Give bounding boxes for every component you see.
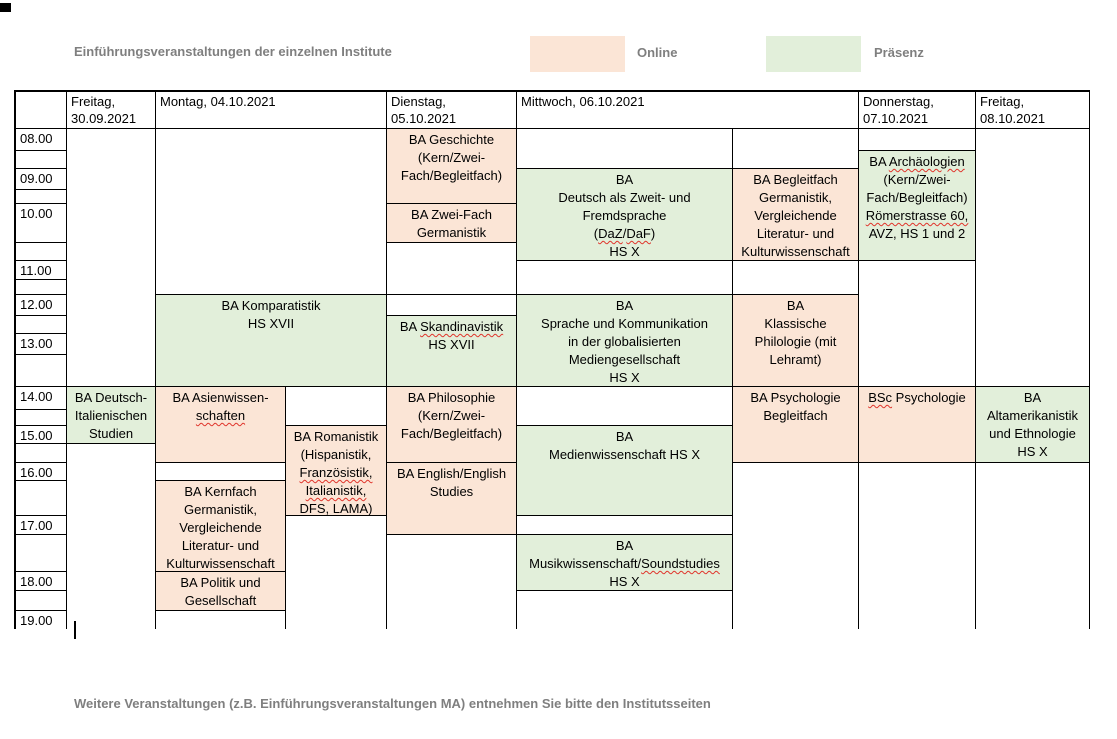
event-zwei-fach-germanistik-line: Germanistik: [416, 225, 487, 240]
event-zwei-fach-germanistik-line: BA Zwei-Fach: [411, 207, 492, 222]
event-skandinavistik: [386, 315, 516, 386]
event-deutsch-italienische-studien: [66, 386, 155, 443]
empty-donnerstag-0800: [858, 128, 975, 150]
event-asienwissenschaften: [155, 386, 285, 462]
day-header-donnerstag: [858, 92, 975, 128]
time-1600: [16, 462, 66, 480]
empty-montag-morning: [155, 128, 386, 294]
event-geschichte: [386, 128, 516, 203]
legend-online-swatch: [530, 36, 625, 72]
event-deutsch-italienische-studien-line: BA Deutsch-: [74, 390, 148, 405]
empty-mittwoch-left-0800: [516, 128, 732, 168]
empty-fr3009-evening: [66, 443, 155, 629]
day-header-mittwoch-line: Mittwoch, 06.10.2021: [521, 94, 645, 109]
time-1400-line: 14.00: [20, 389, 53, 404]
time-1500: [16, 425, 66, 443]
time-1300-line: 13.00: [20, 336, 53, 351]
event-sprache-und-kommunikation: [516, 294, 732, 386]
time-1630: [16, 480, 66, 515]
event-medienwissenschaft-line: Medienwissenschaft HS X: [548, 447, 700, 462]
event-komparatistik: [155, 294, 386, 386]
page-title: Einführungsveranstaltungen der einzelnen Institute: [74, 44, 392, 59]
empty-montag-left-1600: [155, 462, 285, 480]
time-1400: [16, 386, 66, 409]
time-1230: [16, 315, 66, 333]
legend-praesenz-label: Präsenz: [874, 45, 924, 60]
event-altamerikanistik: [975, 386, 1089, 462]
time-0830: [16, 150, 66, 168]
empty-montag-left-1900: [155, 610, 285, 629]
event-psychologie-begleitfach-line: BA Psychologie: [750, 390, 841, 405]
empty-fr0810-morning: [975, 128, 1089, 386]
event-philosophie-line: (Kern/Zwei-: [417, 408, 486, 423]
event-klassische-philologie-line: Philologie (mit: [754, 334, 837, 349]
event-archaeologien-line: AVZ, HS 1 und 2: [868, 226, 966, 241]
time-1430: [16, 409, 66, 425]
event-musikwissenschaft-line: BA: [615, 538, 634, 553]
event-daz-daf-line: HS X: [609, 244, 640, 259]
event-kernfach-germanistik-line: BA Kernfach: [184, 484, 257, 499]
time-1200: [16, 294, 66, 315]
empty-montag-right-evening: [285, 515, 386, 629]
event-komparatistik-line: HS XVII: [247, 316, 295, 331]
event-komparatistik-line: BA Komparatistik: [221, 298, 321, 313]
event-romanistik-line: BA Romanistik: [293, 429, 379, 444]
empty-mittwoch-right-evening: [732, 462, 858, 629]
day-header-dienstag-line: Dienstag,: [391, 94, 446, 109]
day-header-montag: [155, 92, 386, 128]
page-corner-artifact: [0, 3, 11, 12]
empty-dienstag-1030: [386, 242, 516, 294]
event-begleitfach-germanistik-line: Literatur- und: [756, 226, 835, 241]
event-bsc-psychologie: [858, 386, 975, 462]
empty-mittwoch-left-1700: [516, 515, 732, 534]
day-header-freitag-3009-line: 30.09.2021: [71, 111, 137, 126]
event-geschichte-line: BA Geschichte: [408, 132, 495, 147]
empty-mittwoch-left-1400: [516, 386, 732, 425]
event-kernfach-germanistik-line: Germanistik,: [184, 502, 257, 517]
event-deutsch-italienische-studien-line: Studien: [88, 426, 134, 441]
day-header-freitag-3009-line: Freitag,: [71, 94, 116, 109]
event-archaeologien: [858, 150, 975, 260]
time-1100: [16, 260, 66, 279]
event-politik-und-gesellschaft-line: Gesellschaft: [184, 593, 257, 608]
event-philosophie: [386, 386, 516, 462]
event-begleitfach-germanistik-line: Kulturwissenschaft: [741, 244, 850, 259]
event-deutsch-italienische-studien-line: Italienischen: [74, 408, 148, 423]
event-medienwissenschaft-line: BA: [615, 429, 634, 444]
empty-donnerstag-evening: [858, 462, 975, 629]
event-sprache-und-kommunikation-line: Mediengesellschaft: [568, 352, 681, 367]
event-begleitfach-germanistik-line: Vergleichende: [754, 208, 837, 223]
event-kernfach-germanistik-line: Kulturwissenschaft: [166, 556, 275, 571]
empty-mittwoch-left-1830: [516, 590, 732, 629]
day-header-donnerstag-line: 07.10.2021: [863, 111, 929, 126]
event-english-studies-line: Studies: [429, 484, 474, 499]
event-altamerikanistik-line: Altamerikanistik: [986, 408, 1079, 423]
empty-fr3009-morning: [66, 128, 155, 386]
legend-praesenz-swatch: [766, 36, 861, 72]
event-altamerikanistik-line: und Ethnologie: [989, 426, 1076, 441]
time-1700: [16, 515, 66, 534]
event-sprache-und-kommunikation-line: BA: [615, 298, 634, 313]
event-klassische-philologie-line: Klassische: [764, 316, 827, 331]
time-1900-line: 19.00: [20, 613, 53, 628]
event-geschichte-line: (Kern/Zwei-: [417, 150, 486, 165]
event-politik-und-gesellschaft: [155, 571, 285, 610]
event-skandinavistik-line: HS XVII: [428, 337, 475, 352]
time-0800-line: 08.00: [20, 131, 53, 146]
time-1600-line: 16.00: [20, 465, 53, 480]
event-sprache-und-kommunikation-line: in der globalisierten: [568, 334, 681, 349]
empty-mittwoch-left-1100: [516, 260, 732, 294]
event-philosophie-line: Fach/Begleitfach): [400, 426, 503, 441]
event-kernfach-germanistik-line: Literatur- und: [181, 538, 260, 553]
event-geschichte-line: Fach/Begleitfach): [400, 168, 503, 183]
empty-dienstag-evening: [386, 534, 516, 629]
event-english-studies-line: BA English/English: [396, 466, 507, 481]
event-klassische-philologie-line: BA: [786, 298, 805, 313]
event-sprache-und-kommunikation-line: HS X: [609, 370, 640, 385]
time-1730: [16, 534, 66, 571]
event-begleitfach-germanistik-line: Germanistik,: [759, 190, 832, 205]
footer-note: Weitere Veranstaltungen (z.B. Einführungsveranstaltungen MA) entnehmen Sie bitte den Institutsseiten: [74, 696, 711, 711]
event-kernfach-germanistik-line: Vergleichende: [179, 520, 262, 535]
event-daz-daf-line: Fremdsprache: [582, 208, 667, 223]
event-politik-und-gesellschaft-line: BA Politik und: [180, 575, 261, 590]
event-archaeologien-line: BA Archäologien: [869, 154, 965, 169]
time-1530: [16, 443, 66, 462]
event-romanistik-line: DFS, LAMA): [299, 501, 373, 515]
event-psychologie-begleitfach-line: Begleitfach: [763, 408, 828, 423]
time-1130: [16, 279, 66, 294]
day-header-mittwoch: [516, 92, 858, 128]
event-bsc-psychologie-line: BSc Psychologie: [868, 390, 966, 405]
time-1700-line: 17.00: [20, 518, 53, 533]
empty-dienstag-1200: [386, 294, 516, 315]
day-header-donnerstag-line: Donnerstag,: [863, 94, 934, 109]
time-1500-line: 15.00: [20, 428, 53, 443]
time-1100-line: 11.00: [20, 263, 52, 278]
timetable: [14, 90, 1090, 629]
day-header-dienstag-line: 05.10.2021: [391, 111, 457, 126]
day-header-freitag-3009: [66, 92, 155, 128]
time-0900: [16, 168, 66, 189]
event-klassische-philologie: [732, 294, 858, 386]
event-psychologie-begleitfach: [732, 386, 858, 462]
event-musikwissenschaft-line: HS X: [609, 574, 640, 589]
event-archaeologien-line: Fach/Begleitfach): [866, 190, 968, 205]
event-philosophie-line: BA Philosophie: [407, 390, 496, 405]
event-altamerikanistik-line: HS X: [1017, 444, 1048, 459]
time-1900: [16, 610, 66, 629]
event-begleitfach-germanistik: [732, 168, 858, 260]
time-1030: [16, 242, 66, 260]
text-caret[interactable]: [74, 621, 76, 639]
event-zwei-fach-germanistik: [386, 203, 516, 242]
empty-donnerstag-midday: [858, 260, 975, 386]
day-header-freitag-0810-line: Freitag,: [980, 94, 1025, 109]
event-romanistik-line: Französistik,: [299, 465, 373, 480]
event-archaeologien-line: (Kern/Zwei-: [883, 172, 951, 187]
event-begleitfach-germanistik-line: BA Begleitfach: [753, 172, 838, 187]
corner-cell: [16, 92, 66, 128]
empty-mittwoch-right-1100: [732, 260, 858, 294]
event-musikwissenschaft-line: Musikwissenschaft/Soundstudies: [529, 556, 720, 571]
event-archaeologien-line: Römerstrasse 60,: [865, 208, 969, 223]
day-header-freitag-0810-line: 08.10.2021: [980, 111, 1046, 126]
event-daz-daf-line: Deutsch als Zweit- und: [558, 190, 691, 205]
event-altamerikanistik-line: BA: [1023, 390, 1042, 405]
time-1300: [16, 333, 66, 354]
event-daz-daf-line: (DaZ/DaF): [593, 226, 656, 241]
time-0930: [16, 189, 66, 203]
event-musikwissenschaft: [516, 534, 732, 590]
event-sprache-und-kommunikation-line: Sprache und Kommunikation: [541, 316, 708, 331]
event-klassische-philologie-line: Lehramt): [769, 352, 822, 367]
time-1000: [16, 203, 66, 242]
empty-fr0810-evening: [975, 462, 1089, 629]
empty-montag-right-1400: [285, 386, 386, 425]
event-asienwissenschaften-line: schaften: [195, 408, 246, 423]
time-1000-line: 10.00: [20, 206, 53, 221]
event-kernfach-germanistik: [155, 480, 285, 571]
event-english-studies: [386, 462, 516, 534]
event-romanistik-line: (Hispanistik,: [300, 447, 372, 462]
empty-mittwoch-right-0800: [732, 128, 858, 168]
event-daz-daf: [516, 168, 732, 260]
time-1200-line: 12.00: [20, 297, 53, 312]
day-header-dienstag: [386, 92, 516, 128]
time-1800-line: 18.00: [20, 574, 53, 589]
event-romanistik: [285, 425, 386, 515]
time-0900-line: 09.00: [20, 171, 53, 186]
event-asienwissenschaften-line: BA Asienwissen-: [172, 390, 269, 405]
time-0800: [16, 128, 66, 150]
day-header-freitag-0810: [975, 92, 1089, 128]
time-1800: [16, 571, 66, 590]
legend-online-label: Online: [637, 45, 678, 60]
event-romanistik-line: Italianistik,: [305, 483, 367, 498]
time-1830: [16, 590, 66, 610]
time-1330: [16, 354, 66, 386]
day-header-montag-line: Montag, 04.10.2021: [160, 94, 276, 109]
event-medienwissenschaft: [516, 425, 732, 515]
event-skandinavistik-line: BA Skandinavistik: [399, 319, 504, 334]
event-daz-daf-line: BA: [615, 172, 634, 187]
